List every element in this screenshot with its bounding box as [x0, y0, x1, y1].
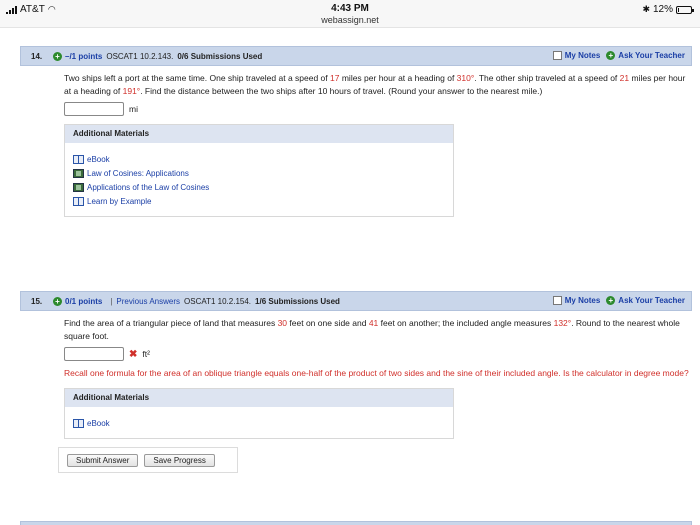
my-notes-label[interactable]: My Notes: [564, 296, 601, 305]
material-label[interactable]: eBook: [87, 418, 110, 428]
question-id: OSCAT1 10.2.143.: [106, 51, 174, 61]
material-label[interactable]: Law of Cosines: Applications: [87, 168, 189, 178]
material-link[interactable]: [73, 152, 445, 166]
materials-title: Additional Materials: [65, 125, 453, 143]
ask-teacher-button[interactable]: [606, 51, 685, 60]
question-text: [64, 317, 692, 343]
question-text-segment: feet on one side and: [287, 318, 369, 328]
save-progress-button[interactable]: Save Progress: [144, 454, 214, 467]
my-notes-label[interactable]: My Notes: [564, 51, 601, 60]
previous-answers-link[interactable]: Previous Answers: [116, 296, 181, 306]
question-text-segment: . Round to the nearest whole square foot.: [64, 318, 680, 341]
question-text-segment: Find the area of a triangular piece of land that measures: [64, 318, 278, 328]
question-14: [20, 46, 692, 217]
given-value: 132°: [553, 318, 572, 328]
answer-unit: ft²: [142, 348, 150, 359]
film-icon: [73, 183, 87, 192]
ask-teacher-label[interactable]: Ask Your Teacher: [618, 296, 685, 306]
plus-icon: +: [606, 51, 615, 60]
battery-area: [642, 4, 692, 15]
carrier-name: AT&T: [20, 4, 45, 15]
question-text-segment: feet on another; the included angle measures: [378, 318, 554, 328]
battery-icon: [676, 6, 692, 14]
additional-materials: [64, 124, 454, 217]
material-link[interactable]: [73, 194, 445, 208]
material-label[interactable]: Learn by Example: [87, 196, 152, 206]
points-label: –/1 points: [65, 51, 103, 61]
question-15: [20, 291, 692, 473]
question-id: OSCAT1 10.2.154.: [184, 296, 252, 306]
notes-checkbox-icon[interactable]: [553, 51, 562, 60]
ios-status-bar: [0, 0, 700, 28]
status-time: 4:43 PM: [331, 3, 369, 14]
plus-icon: +: [606, 296, 615, 305]
book-icon: [73, 419, 87, 428]
book-icon: [73, 155, 87, 164]
material-link[interactable]: [73, 416, 445, 430]
submit-answer-button[interactable]: Submit Answer: [67, 454, 138, 467]
ask-teacher-button[interactable]: [606, 296, 685, 305]
material-label[interactable]: Applications of the Law of Cosines: [87, 182, 210, 192]
wifi-icon: ◠: [47, 4, 56, 14]
film-icon: [73, 169, 87, 178]
hint-text: Recall one formula for the area of an oblique triangle equals one-half of the product of two sides and the sine of their included angle. Is the calculator in degree mode?: [64, 368, 689, 378]
my-notes-button[interactable]: [553, 296, 601, 305]
given-value: 191°: [122, 86, 141, 96]
expand-plus-icon[interactable]: +: [53, 52, 62, 61]
action-buttons: [58, 447, 238, 473]
submissions-count: 0/6 Submissions Used: [177, 51, 263, 61]
incorrect-x-icon: ✖: [129, 348, 138, 360]
question-number: 15.: [31, 296, 43, 306]
materials-title: Additional Materials: [65, 389, 453, 407]
material-link[interactable]: [73, 166, 445, 180]
question-text-segment: miles per hour at a heading of: [339, 73, 457, 83]
notes-checkbox-icon[interactable]: [553, 296, 562, 305]
given-value: 17: [330, 73, 340, 83]
given-value: 41: [368, 318, 379, 328]
my-notes-button[interactable]: [553, 51, 601, 60]
address-url[interactable]: webassign.net: [321, 15, 379, 25]
book-icon: [73, 197, 87, 206]
answer-unit: mi: [129, 103, 138, 114]
expand-plus-icon[interactable]: +: [53, 297, 62, 306]
question-text-segment: Two ships left a port at the same time. One ship traveled at a speed of: [64, 73, 331, 83]
bluetooth-icon: ✱: [642, 4, 650, 14]
answer-input[interactable]: [64, 347, 124, 361]
question-text-segment: . Find the distance between the two ships after 10 hours of travel. (Round your answer to the nearest mile.): [140, 86, 543, 96]
points-label: 0/1 points: [65, 296, 103, 306]
question-header: [20, 46, 692, 66]
question-text: [64, 72, 692, 98]
material-label[interactable]: eBook: [87, 154, 110, 164]
materials-list: [65, 407, 453, 438]
ask-teacher-label[interactable]: Ask Your Teacher: [618, 51, 685, 61]
header-separator: |: [110, 296, 113, 306]
material-link[interactable]: [73, 180, 445, 194]
submissions-count: 1/6 Submissions Used: [255, 296, 340, 306]
given-value: 310°: [456, 73, 475, 83]
question-number: 14.: [31, 51, 43, 61]
additional-materials: [64, 388, 454, 439]
next-question-header: [20, 521, 692, 525]
answer-input[interactable]: [64, 102, 124, 116]
question-header: [20, 291, 692, 311]
battery-percent: 12%: [652, 4, 673, 15]
materials-list: [65, 143, 453, 216]
question-text-segment: miles per hour at a heading of: [64, 73, 686, 96]
given-value: 30: [277, 318, 288, 328]
given-value: 21: [619, 73, 630, 83]
question-text-segment: . The other ship traveled at a speed of: [474, 73, 620, 83]
